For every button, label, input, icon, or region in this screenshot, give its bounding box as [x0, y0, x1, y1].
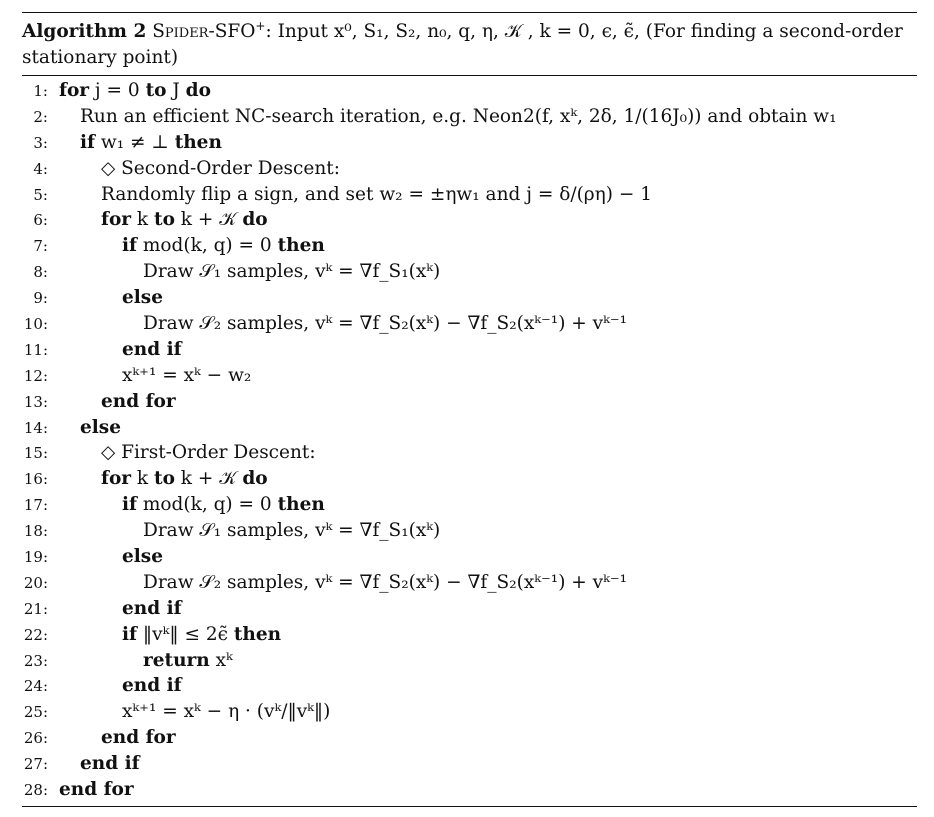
line-content: end if — [122, 675, 182, 697]
algo-line-28 — [22, 777, 917, 803]
line-number: 12: — [23, 366, 48, 385]
algo-line-7 — [22, 233, 917, 259]
line-number: 4: — [33, 159, 48, 178]
algo-line-13 — [22, 389, 917, 415]
algo-line-26 — [22, 725, 917, 751]
line-content: end for — [101, 390, 176, 412]
line-number: 18: — [23, 522, 48, 541]
algo-line-3 — [22, 130, 917, 156]
line-content: end if — [122, 597, 182, 619]
algo-line-27 — [22, 751, 917, 777]
line-number: 21: — [23, 599, 48, 618]
line-number: 15: — [23, 444, 48, 463]
algorithm-box — [22, 12, 917, 807]
line-number: 3: — [33, 133, 48, 152]
line-content: if mod(k, q) = 0 then — [122, 235, 325, 257]
algorithm-label: Algorithm 2 — [22, 21, 147, 42]
algo-line-8 — [22, 259, 917, 285]
line-content: else — [122, 287, 163, 309]
line-number: 24: — [23, 677, 48, 696]
line-content: end if — [122, 338, 182, 360]
line-content: ◇ First-Order Descent: — [101, 442, 316, 464]
algo-line-25 — [22, 699, 917, 725]
line-content: ◇ Second-Order Descent: — [101, 157, 340, 179]
line-content: else — [80, 416, 121, 438]
line-content: for k to k + 𝒦 do — [101, 468, 268, 490]
line-number: 8: — [33, 263, 48, 282]
line-number: 2: — [33, 107, 48, 126]
algo-line-5 — [22, 182, 917, 208]
line-number: 10: — [23, 315, 48, 334]
line-number: 22: — [23, 625, 48, 644]
algo-line-2 — [22, 104, 917, 130]
algorithm-inputs: : Input x⁰, S₁, S₂, n₀, q, η, 𝒦 , k = 0, ϵ, ϵ̃, (For finding a second-order stationary point) — [22, 21, 903, 68]
algo-line-24 — [22, 673, 917, 699]
algo-line-21 — [22, 596, 917, 622]
line-number: 6: — [33, 211, 48, 230]
line-content: if w₁ ≠ ⊥ then — [80, 131, 222, 153]
line-content: Draw 𝒮₂ samples, vᵏ = ∇f_S₂(xᵏ) − ∇f_S₂(xᵏ⁻¹) + vᵏ⁻¹ — [143, 313, 628, 335]
algo-line-9 — [22, 285, 917, 311]
line-content: return xᵏ — [143, 649, 233, 671]
algo-line-20 — [22, 570, 917, 596]
line-content: for k to k + 𝒦 do — [101, 209, 268, 231]
line-content: end if — [80, 753, 140, 775]
algo-line-16 — [22, 466, 917, 492]
line-number: 25: — [23, 703, 48, 722]
line-content: xᵏ⁺¹ = xᵏ − η · (vᵏ/‖vᵏ‖) — [122, 701, 331, 723]
algorithm-name: Spider-SFO — [152, 21, 256, 42]
line-number: 28: — [23, 781, 48, 800]
line-content: Draw 𝒮₁ samples, vᵏ = ∇f_S₁(xᵏ) — [143, 261, 441, 283]
line-number: 5: — [33, 185, 48, 204]
algo-line-1 — [22, 78, 917, 104]
algo-line-14 — [22, 415, 917, 441]
line-content: if mod(k, q) = 0 then — [122, 494, 325, 516]
line-content: else — [122, 546, 163, 568]
algorithm-lines — [22, 76, 917, 803]
line-content: end for — [101, 727, 176, 749]
line-number: 9: — [33, 289, 48, 308]
line-content: end for — [59, 779, 134, 801]
algo-line-11 — [22, 337, 917, 363]
line-number: 7: — [33, 237, 48, 256]
algorithm-name-sup: + — [255, 18, 266, 33]
line-number: 20: — [23, 573, 48, 592]
line-number: 23: — [23, 651, 48, 670]
line-number: 13: — [23, 392, 48, 411]
line-number: 14: — [23, 418, 48, 437]
algo-line-4 — [22, 156, 917, 182]
line-content: if ‖vᵏ‖ ≤ 2ϵ̃ then — [122, 623, 282, 645]
line-content: Draw 𝒮₁ samples, vᵏ = ∇f_S₁(xᵏ) — [143, 520, 441, 542]
line-number: 11: — [23, 340, 48, 359]
line-number: 16: — [23, 470, 48, 489]
algo-line-10 — [22, 311, 917, 337]
line-content: for j = 0 to J do — [59, 80, 211, 101]
line-number: 1: — [33, 82, 48, 100]
algo-line-23 — [22, 648, 917, 674]
bottom-rule — [22, 806, 917, 807]
line-number: 17: — [23, 496, 48, 515]
algo-line-22 — [22, 622, 917, 648]
algo-line-19 — [22, 544, 917, 570]
line-number: 26: — [23, 729, 48, 748]
algorithm-caption — [22, 13, 917, 75]
line-content: Draw 𝒮₂ samples, vᵏ = ∇f_S₂(xᵏ) − ∇f_S₂(xᵏ⁻¹) + vᵏ⁻¹ — [143, 571, 628, 593]
algo-line-6 — [22, 207, 917, 233]
algo-line-15 — [22, 440, 917, 466]
algo-line-17 — [22, 492, 917, 518]
line-content: Randomly flip a sign, and set w₂ = ±ηw₁ and j = δ/(ρη) − 1 — [101, 183, 653, 205]
line-number: 19: — [23, 548, 48, 567]
line-content: xᵏ⁺¹ = xᵏ − w₂ — [122, 364, 252, 386]
algo-line-12 — [22, 363, 917, 389]
line-content: Run an efficient NC-search iteration, e.g. Neon2(f, xᵏ, 2δ, 1/(16J₀)) and obtain w₁ — [80, 105, 837, 127]
line-number: 27: — [23, 755, 48, 774]
algo-line-18 — [22, 518, 917, 544]
